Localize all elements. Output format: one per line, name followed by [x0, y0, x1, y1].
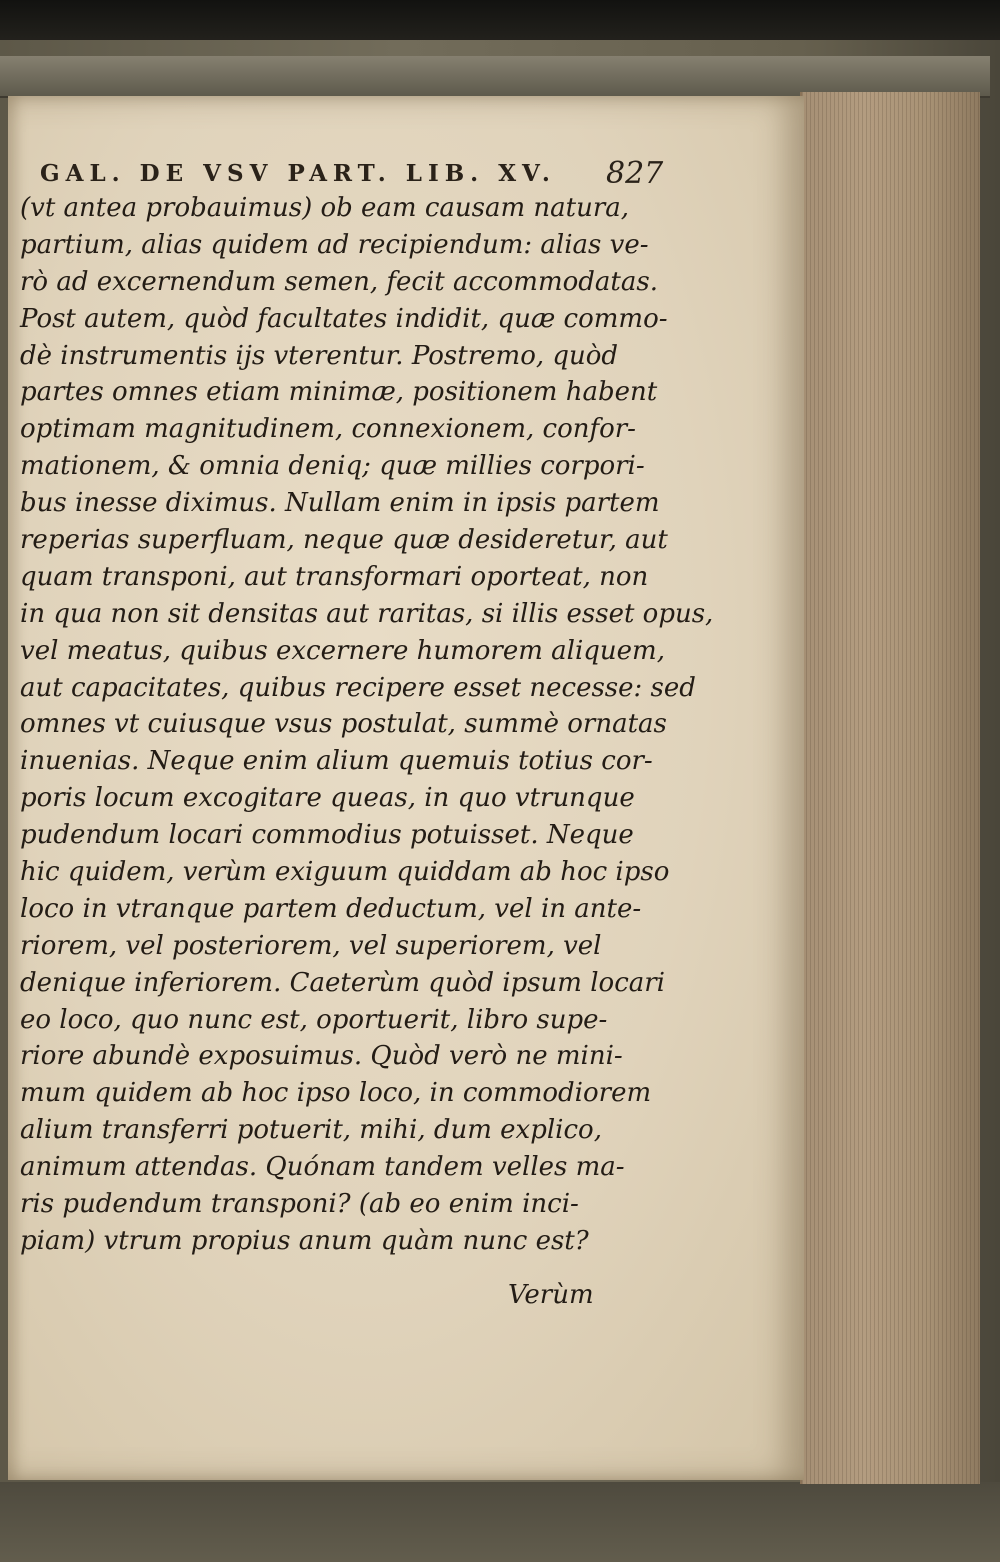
- text-line: poris locum excogitare queas, in quo vtrunque: [20, 783, 635, 814]
- text-line: loco in vtranque partem deductum, vel in ante-: [20, 893, 642, 924]
- catchword: Verùm: [508, 1280, 594, 1310]
- text-line: eo loco, quo nunc est, oportuerit, libro supe-: [20, 1004, 608, 1035]
- body-text: [20, 190, 714, 1260]
- text-line: piam) vtrum propius anum quàm nunc est?: [20, 1225, 589, 1256]
- text-line: mum quidem ab hoc ipso loco, in commodiorem: [20, 1078, 652, 1109]
- text-line: omnes vt cuiusque vsus postulat, summè ornatas: [20, 709, 667, 740]
- text-line: partes omnes etiam minimæ, positionem habent: [20, 377, 658, 408]
- text-line: partium, alias quidem ad recipiendum: alias ve-: [20, 229, 649, 260]
- text-line: mationem, & omnia deniq; quæ millies corpori-: [20, 451, 645, 482]
- text-line: dè instrumentis ijs vterentur. Postremo, quòd: [20, 340, 619, 371]
- page-number: 827: [606, 156, 664, 191]
- text-line: in qua non sit densitas aut raritas, si illis esset opus,: [20, 598, 714, 629]
- text-line: Post autem, quòd facultates indidit, quæ commo-: [20, 303, 668, 334]
- text-line: (vt antea probauimus) ob eam causam natura,: [20, 193, 630, 223]
- text-line: inuenias. Neque enim alium quemuis totius cor-: [20, 746, 653, 777]
- text-line: ris pudendum transponi? (ab eo enim inci-: [20, 1189, 579, 1220]
- text-line: reperias superfluam, neque quæ desideretur, aut: [20, 525, 668, 556]
- text-line: bus inesse diximus. Nullam enim in ipsis partem: [20, 488, 660, 519]
- text-line: pudendum locari commodius potuisset. Neque: [20, 820, 634, 851]
- text-line: hic quidem, verùm exiguum quiddam ab hoc ipso: [20, 857, 670, 888]
- text-line: rò ad excernendum semen, fecit accommodatas.: [20, 266, 658, 297]
- text-line: aut capacitates, quibus recipere esset necesse: sed: [20, 672, 696, 703]
- text-line: optimam magnitudinem, connexionem, confor-: [20, 414, 636, 445]
- text-line: denique inferiorem. Caeterùm quòd ipsum locari: [20, 967, 665, 998]
- text-line: vel meatus, quibus excernere humorem aliquem,: [20, 635, 665, 666]
- cover-bottom-edge: [0, 1482, 1000, 1562]
- running-head: GAL. DE VSV PART. LIB. XV.: [40, 160, 556, 187]
- text-line: riorem, vel posteriorem, vel superiorem, vel: [20, 930, 602, 961]
- text-line: quam transponi, aut transformari oporteat, non: [20, 561, 649, 592]
- text-line: alium transferri potuerit, mihi, dum explico,: [20, 1115, 602, 1146]
- page-fore-edge: [800, 92, 980, 1484]
- text-line: riore abundè exposuimus. Quòd verò ne mini-: [20, 1041, 623, 1072]
- text-line: animum attendas. Quónam tandem velles ma-: [20, 1152, 625, 1183]
